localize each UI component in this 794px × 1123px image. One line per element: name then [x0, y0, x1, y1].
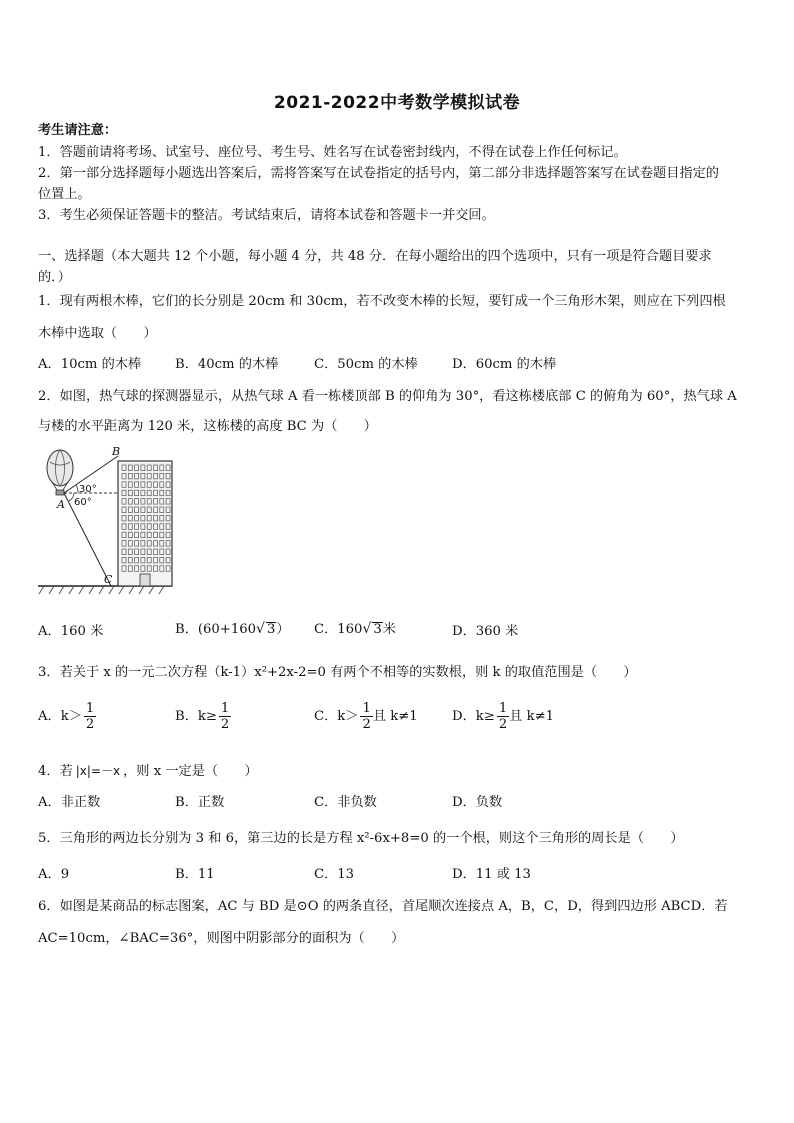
question-4-stem [38, 760, 258, 779]
fraction-den: 2 [85, 717, 95, 732]
question-3-option-c [314, 701, 418, 732]
question-2-option-a: A．160 米 [38, 624, 104, 639]
label-c: C [104, 573, 113, 586]
option-c-condition: 且 k≠1 [372, 709, 418, 724]
fraction [84, 701, 96, 732]
sqrt-icon: √ [256, 621, 265, 637]
notice-item: 2．第一部分选择题每小题选出答案后，需将答案写在试卷指定的括号内，第二部分非选择题答案写在试卷题目指定的 [38, 166, 719, 181]
question-1-option-a: A．10cm 的木棒 [38, 357, 142, 372]
question-5-option-c: C．13 [314, 867, 355, 882]
page-title: 2021-2022中考数学模拟试卷 [273, 93, 521, 113]
angle-down-label: 60° [74, 497, 92, 508]
fraction-num: 1 [85, 701, 95, 716]
radicand: 3 [373, 622, 382, 637]
question-2-stem-cont: 与楼的水平距离为 120 米，这栋楼的高度 BC 为（ ） [38, 419, 377, 434]
question-3-option-d [452, 701, 554, 732]
question-2-option-b [175, 618, 290, 637]
question-5-stem: 5．三角形的两边长分别为 3 和 6，第三边的长是方程 x²-6x+8=0 的一个根，则这个三角形的周长是（ ） [38, 831, 684, 846]
question-4-option-d: D．负数 [452, 795, 503, 810]
question-5-option-d: D．11 或 13 [452, 867, 531, 882]
question-1-option-c: C．50cm 的木棒 [314, 357, 418, 372]
option-c-unit: 米 [382, 622, 396, 637]
question-6-stem: 6．如图是某商品的标志图案，AC 与 BD 是⊙O 的两条直径，首尾顺次连接点 A，B，C，D，得到四边形 ABCD．若 [38, 899, 728, 914]
fraction-den: 2 [362, 717, 371, 732]
balloon-building-figure [36, 442, 186, 598]
fraction-num: 1 [498, 701, 508, 716]
question-6-stem-cont: AC=10cm，∠BAC=36°，则图中阴影部分的面积为（ ） [38, 931, 405, 946]
fraction [219, 701, 231, 732]
notice-heading: 考生请注意： [38, 123, 118, 138]
question-5-option-b: B．11 [175, 867, 215, 882]
option-b-close: ） [276, 622, 290, 637]
notice-item: 位置上。 [38, 187, 91, 202]
label-a: A [57, 498, 65, 511]
section-heading: 一、选择题（本大题共 12 个小题，每小题 4 分，共 48 分．在每小题给出的四个选项中，只有一项是符合题目要求 [38, 249, 712, 264]
sqrt-icon: √ [362, 621, 372, 637]
question-2-option-d: D．360 米 [452, 624, 519, 639]
question-4-option-c: C．非负数 [314, 795, 377, 810]
stem-suffix: ，则 x 一定是（ ） [123, 764, 258, 779]
label-b: B [112, 445, 121, 458]
question-3-option-b [175, 701, 231, 732]
option-d-text: D．k≥ [452, 709, 495, 724]
notice-item: 3．考生必须保证答题卡的整洁。考试结束后，请将本试卷和答题卡一并交回。 [38, 208, 495, 223]
question-2-stem: 2．如图，热气球的探测器显示，从热气球 A 看一栋楼顶部 B 的仰角为 30°，看这栋楼底部 C 的俯角为 60°，热气球 A [38, 389, 737, 404]
section-heading-cont: 的．） [38, 270, 71, 285]
question-3-option-a [38, 701, 96, 732]
option-c-text: C．160 [314, 622, 363, 637]
option-c-text: C．k＞ [314, 709, 359, 724]
question-1-option-d: D．60cm 的木棒 [452, 357, 557, 372]
question-1-stem-cont: 木棒中选取（ ） [38, 326, 157, 341]
question-4-option-b: B．正数 [175, 795, 225, 810]
option-d-condition: 且 k≠1 [509, 709, 555, 724]
fraction-den: 2 [498, 717, 508, 732]
option-a-text: A．k＞ [38, 709, 82, 724]
question-4-option-a: A．非正数 [38, 795, 101, 810]
question-1-option-b: B．40cm 的木棒 [175, 357, 279, 372]
stem-prefix: 4．若 [38, 764, 73, 779]
option-b-text: B．(60+160 [175, 622, 257, 637]
notice-item: 1．答题前请将考场、试室号、座位号、考生号、姓名写在试卷密封线内，不得在试卷上作任何标记。 [38, 145, 627, 160]
fraction [360, 701, 372, 732]
fraction-num: 1 [362, 701, 371, 716]
option-b-text: B．k≥ [175, 709, 217, 724]
radicand: 3 [266, 622, 276, 637]
fraction-num: 1 [220, 701, 230, 716]
abs-expression: |x|=－x [75, 764, 121, 778]
fraction-den: 2 [220, 717, 230, 732]
fraction [497, 701, 509, 732]
question-3-stem: 3．若关于 x 的一元二次方程（k-1）x²+2x-2=0 有两个不相等的实数根，则 k 的取值范围是（ ） [38, 665, 637, 680]
angle-up-label: 30° [79, 484, 97, 495]
question-5-option-a: A．9 [38, 867, 70, 882]
question-2-option-c [314, 618, 396, 637]
question-1-stem: 1．现有两根木棒，它们的长分别是 20cm 和 30cm，若不改变木棒的长短，要钉成一个三角形木架，则应在下列四根 [38, 294, 726, 309]
